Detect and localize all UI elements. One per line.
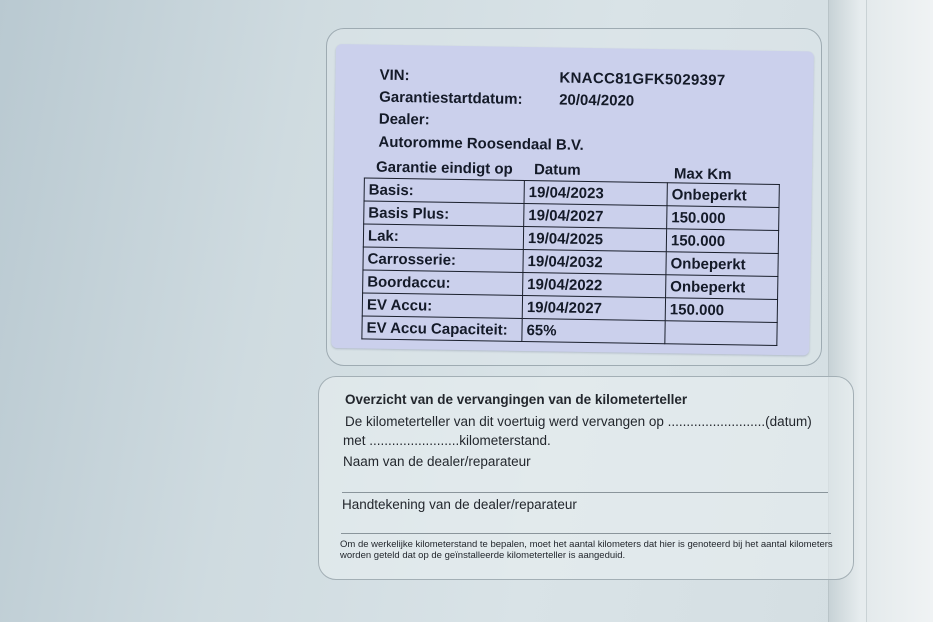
header-warranty-ends: Garantie eindigt op: [375, 158, 513, 178]
row-label: Basis:: [364, 178, 524, 204]
row-km: 150.000: [665, 298, 777, 323]
dealer-name-line: [342, 492, 828, 493]
odometer-line-1: De kilometerteller van dit voertuig werd vervangen op ..........................(datum): [345, 414, 812, 429]
row-label: Boordaccu:: [363, 270, 523, 296]
page-edge-outer: [866, 0, 933, 622]
row-date: 19/04/2023: [524, 180, 667, 205]
row-km: Onbeperkt: [666, 275, 778, 300]
row-km: 150.000: [667, 206, 779, 231]
row-km: [665, 321, 777, 346]
row-label: Lak:: [363, 224, 523, 250]
vin-label: VIN:: [379, 66, 410, 85]
odometer-line-2: met ........................kilometerstand.: [343, 433, 551, 448]
row-km: Onbeperkt: [666, 252, 778, 277]
odometer-footnote: Om de werkelijke kilometerstand te bepalen, moet het aantal kilometers dat hier is genoteerd bij het aantal kilometers worden geteld dat op de geïnstalleerde kilometerteller is aangeduid.: [340, 539, 833, 561]
row-km: Onbeperkt: [667, 183, 779, 208]
row-label: Basis Plus:: [364, 201, 524, 227]
start-date-label: Garantiestartdatum:: [379, 88, 523, 108]
warranty-sticker: [331, 44, 814, 355]
row-label: Carrosserie:: [363, 247, 523, 273]
header-date: Datum: [533, 161, 581, 179]
header-max-km: Max Km: [673, 165, 732, 184]
row-km: 150.000: [666, 229, 778, 254]
row-date: 19/04/2027: [522, 295, 665, 320]
row-label: EV Accu Capaciteit:: [362, 316, 522, 342]
row-date: 19/04/2025: [523, 226, 666, 251]
row-date: 65%: [522, 318, 665, 343]
signature-line: [341, 533, 831, 534]
dealer-label: Dealer:: [378, 110, 430, 129]
row-date: 19/04/2022: [523, 272, 666, 297]
signature-label: Handtekening van de dealer/reparateur: [342, 497, 577, 512]
dealer-name: Autoromme Roosendaal B.V.: [378, 133, 584, 154]
warranty-table: [361, 177, 779, 346]
row-date: 19/04/2027: [524, 203, 667, 228]
dealer-name-label: Naam van de dealer/reparateur: [343, 454, 531, 469]
row-label: EV Accu:: [362, 293, 522, 319]
odometer-title: Overzicht van de vervangingen van de kilometerteller: [345, 392, 688, 407]
start-date-value: 20/04/2020: [559, 91, 635, 110]
row-date: 19/04/2032: [523, 249, 666, 274]
vin-value: KNACC81GFK5029397: [559, 69, 726, 90]
